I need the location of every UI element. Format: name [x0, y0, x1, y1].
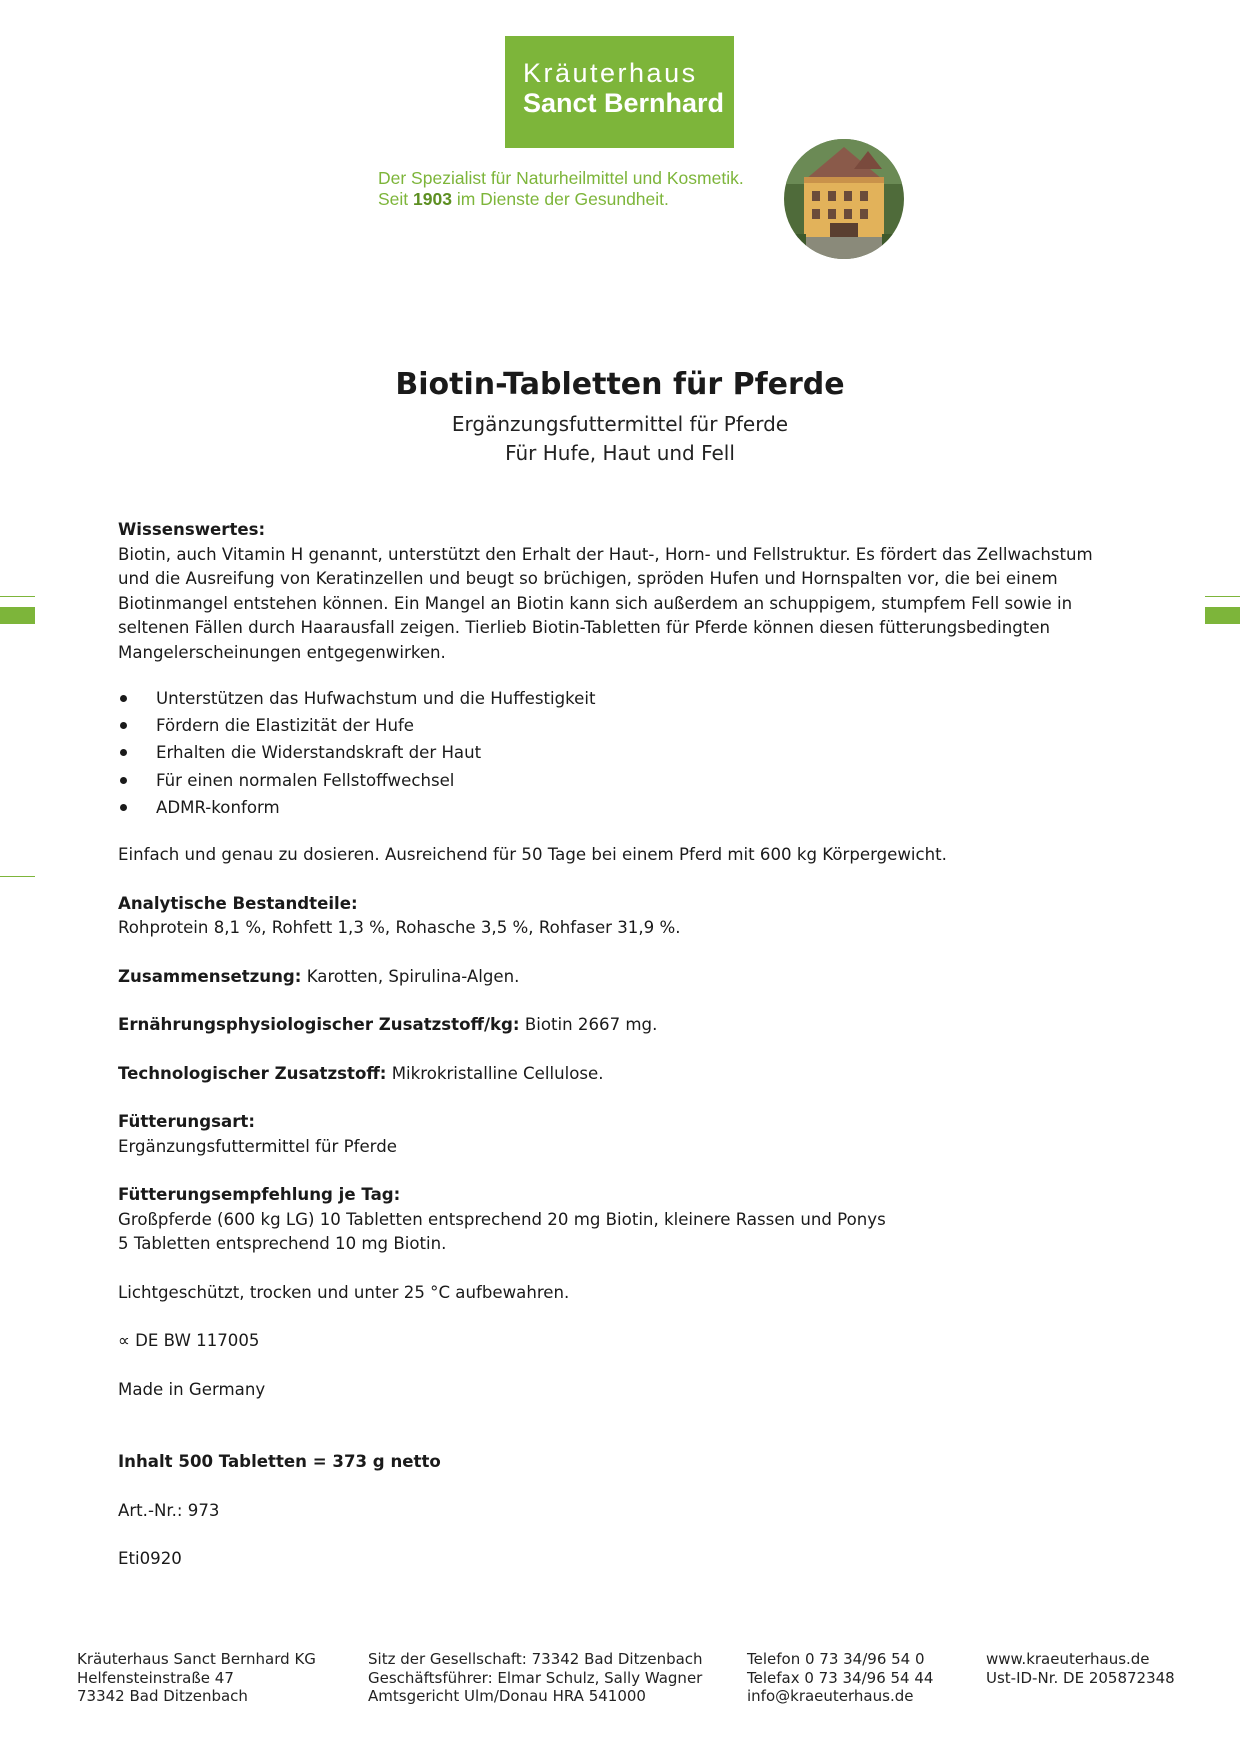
- footer-managers: Geschäftsführer: Elmar Schulz, Sally Wagner: [368, 1668, 703, 1687]
- product-title: Biotin-Tabletten für Pferde: [395, 367, 845, 402]
- footer-vat-id: Ust-ID-Nr. DE 205872348: [986, 1668, 1175, 1687]
- origin-text: Made in Germany: [118, 1379, 266, 1399]
- founding-year: 1903: [413, 189, 452, 209]
- logo-line-1: Kräuterhaus: [523, 58, 698, 88]
- product-description: [118, 518, 1118, 1572]
- benefit-item: ADMR-konform: [118, 794, 1118, 821]
- company-logo: [505, 36, 734, 148]
- footer-legal: [368, 1650, 703, 1706]
- tagline-line-1: Der Spezialist für Naturheilmittel und Kosmetik.: [378, 168, 744, 188]
- benefit-item: Für einen normalen Fellstoffwechsel: [118, 767, 1118, 794]
- fold-mark-left-bottom: [0, 876, 35, 877]
- product-subtitle-2: Für Hufe, Haut und Fell: [505, 441, 735, 465]
- recommendation-line-2: 5 Tabletten entsprechend 10 mg Biotin.: [118, 1234, 447, 1254]
- storage-text: Lichtgeschützt, trocken und unter 25 °C aufbewahren.: [118, 1282, 570, 1302]
- section-label-analytic: Analytische Bestandteile:: [118, 893, 358, 913]
- footer-register: Amtsgericht Ulm/Donau HRA 541000: [368, 1687, 646, 1705]
- tagline-line-2: Seit 1903 im Dienste der Gesundheit.: [378, 189, 669, 209]
- footer-company: [77, 1650, 316, 1706]
- house-photo: [784, 139, 904, 259]
- label-code: Eti0920: [118, 1549, 182, 1569]
- footer-company-name: Kräuterhaus Sanct Bernhard KG: [77, 1650, 316, 1668]
- footer-website: www.kraeuterhaus.de: [986, 1650, 1150, 1668]
- fold-mark-right-top: [1205, 596, 1240, 597]
- section-label-technological: Technologischer Zusatzstoff:: [118, 1063, 387, 1083]
- section-text-nutritional: Biotin 2667 mg.: [519, 1015, 658, 1035]
- recommendation-line-1: Großpferde (600 kg LG) 10 Tabletten entsprechend 20 mg Biotin, kleinere Rassen und Ponys: [118, 1209, 886, 1229]
- product-subtitle-1: Ergänzungsfuttermittel für Pferde: [451, 412, 789, 436]
- benefit-list: [118, 685, 1118, 821]
- benefit-item: Fördern die Elastizität der Hufe: [118, 712, 1118, 739]
- technological-additive-line: [118, 1062, 1118, 1087]
- section-text-feeding-type: Ergänzungsfuttermittel für Pferde: [118, 1136, 397, 1156]
- composition-line: [118, 965, 1118, 990]
- footer-seat: Sitz der Gesellschaft: 73342 Bad Ditzenbach: [368, 1650, 703, 1668]
- section-label-nutritional: Ernährungsphysiologischer Zusatzstoff/kg:: [118, 1015, 520, 1035]
- section-label-composition: Zusammensetzung:: [118, 966, 302, 986]
- section-text-analytic: Rohprotein 8,1 %, Rohfett 1,3 %, Rohasche 3,5 %, Rohfaser 31,9 %.: [118, 918, 681, 938]
- registration-number: ∝ DE BW 117005: [118, 1331, 260, 1351]
- article-number: Art.-Nr.: 973: [118, 1500, 220, 1520]
- benefit-item: Erhalten die Widerstandskraft der Haut: [118, 739, 1118, 766]
- logo-line-2: Sanct Bernhard: [523, 88, 725, 118]
- nutritional-additive-line: [118, 1013, 1118, 1038]
- fold-mark-right-block: [1205, 607, 1240, 624]
- net-contents: Inhalt 500 Tabletten = 373 g netto: [118, 1452, 441, 1472]
- footer-email: info@kraeuterhaus.de: [747, 1687, 914, 1705]
- fold-mark-left-top: [0, 596, 35, 597]
- footer-phone: Telefon 0 73 34/96 54 0: [747, 1650, 925, 1668]
- section-label-feeding-type: Fütterungsart:: [118, 1112, 255, 1132]
- fold-mark-left-block: [0, 607, 35, 624]
- dosing-text: Einfach und genau zu dosieren. Ausreichend für 50 Tage bei einem Pferd mit 600 kg Körpergewicht.: [118, 845, 947, 865]
- footer-web: [986, 1650, 1175, 1687]
- benefit-item: Unterstützen das Hufwachstum und die Huffestigkeit: [118, 685, 1118, 712]
- footer-street: Helfensteinstraße 47: [77, 1668, 234, 1687]
- section-text-technological: Mikrokristalline Cellulose.: [386, 1063, 604, 1083]
- section-label-wissenswertes: Wissenswertes:: [118, 520, 266, 539]
- footer-city: 73342 Bad Ditzenbach: [77, 1687, 248, 1705]
- section-label-recommendation: Fütterungsempfehlung je Tag:: [118, 1185, 401, 1205]
- footer-fax: Telefax 0 73 34/96 54 44: [747, 1668, 934, 1687]
- section-text-wissenswertes: Biotin, auch Vitamin H genannt, unterstützt den Erhalt der Haut-, Horn- und Fellstruktur. Es fördert das Zellwachstum und die Ausreifung von Keratinzellen und beugt so brüchigen, spröden Hufen und Hornspalten vor, die bei einem Biotinmangel entstehen können. Ein Mangel an Biotin kann sich außerdem an schuppigem, stumpfem Fell sowie in seltenen Fällen durch Haarausfall zeigen. Tierlieb Biotin-Tabletten für Pferde können diesen fütterungsbedingten Mangelerscheinungen entgegenwirken.: [118, 544, 1093, 662]
- footer-contact: [747, 1650, 933, 1706]
- tagline: [378, 168, 744, 210]
- section-text-composition: Karotten, Spirulina-Algen.: [301, 966, 520, 986]
